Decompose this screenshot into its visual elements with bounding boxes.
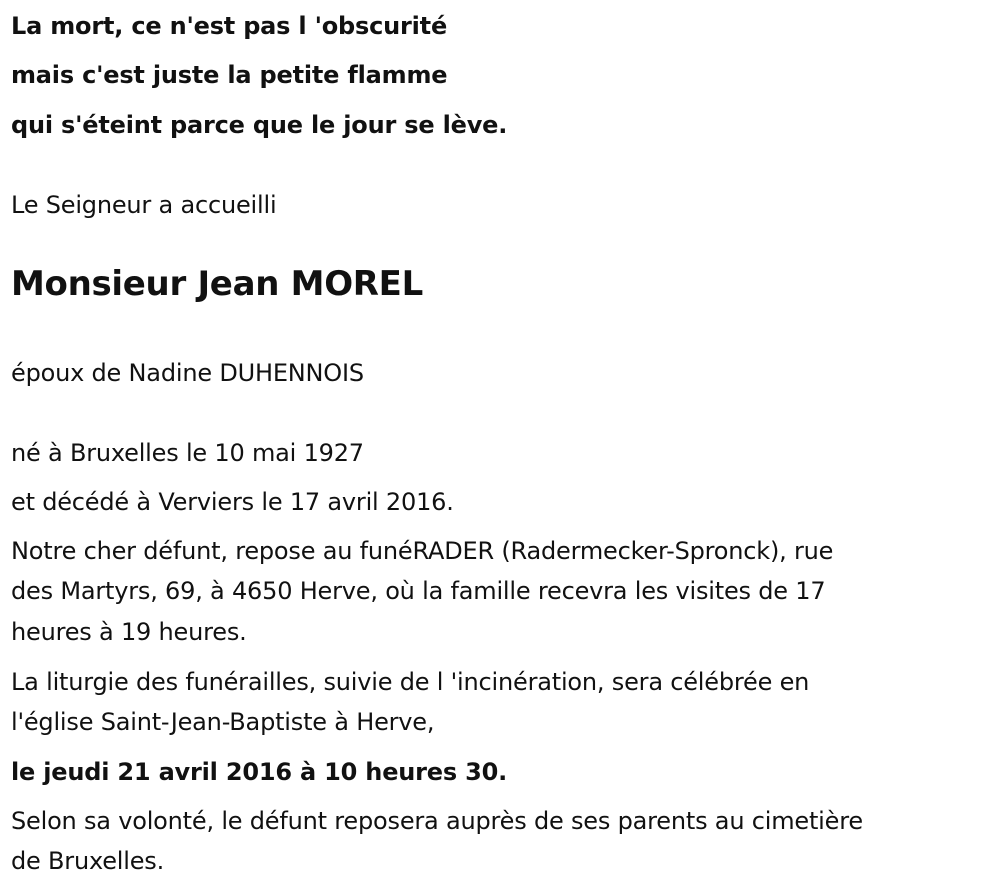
burial-line-2: de Bruxelles. <box>11 847 165 875</box>
ceremony-datetime: le jeudi 21 avril 2016 à 10 heures 30. <box>11 758 508 786</box>
burial-line-1: Selon sa volonté, le défunt reposera auprès de ses parents au cimetière <box>11 807 863 835</box>
repose-line-2: des Martyrs, 69, à 4650 Herve, où la famille recevra les visites de 17 <box>11 577 826 605</box>
repose-line-1: Notre cher défunt, repose au funéRADER (Radermecker-Spronck), rue <box>11 537 834 565</box>
poem-line-3: qui s'éteint parce que le jour se lève. <box>11 111 508 139</box>
liturgy-line-1: La liturgie des funérailles, suivie de l 'incinération, sera célébrée en <box>11 668 810 696</box>
liturgy-line-2: l'église Saint-Jean-Baptiste à Herve, <box>11 708 435 736</box>
intro-text: Le Seigneur a accueilli <box>11 191 277 219</box>
poem-line-2: mais c'est juste la petite flamme <box>11 61 448 89</box>
poem-line-1: La mort, ce n'est pas l 'obscurité <box>11 12 448 40</box>
repose-line-3: heures à 19 heures. <box>11 618 247 646</box>
deceased-name: Monsieur Jean MOREL <box>11 264 423 304</box>
death-text: et décédé à Verviers le 17 avril 2016. <box>11 488 454 516</box>
spouse-text: époux de Nadine DUHENNOIS <box>11 359 364 387</box>
birth-text: né à Bruxelles le 10 mai 1927 <box>11 439 364 467</box>
